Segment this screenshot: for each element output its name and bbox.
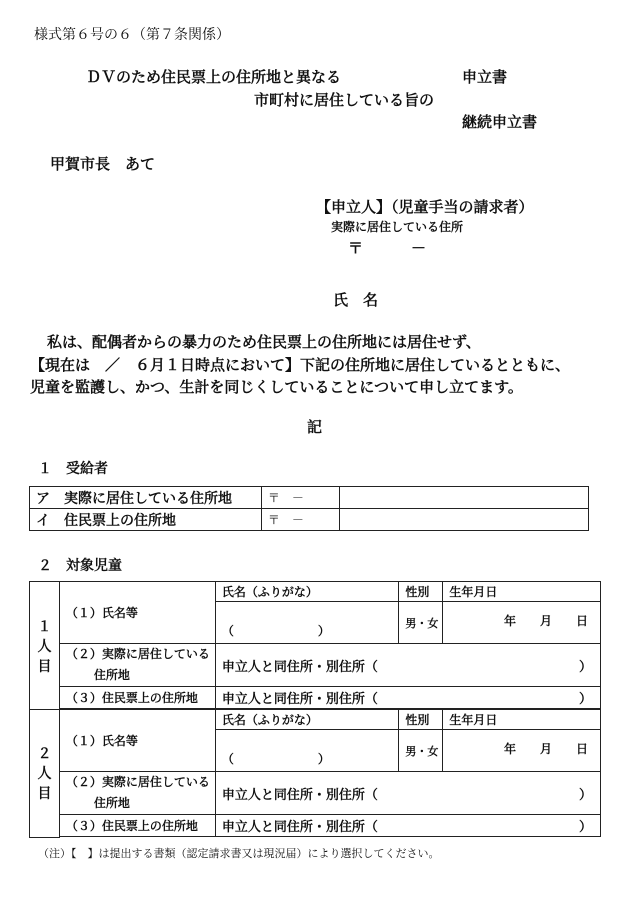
table-row [30,815,601,837]
child1-actual-address-value[interactable] [215,644,600,687]
recipient-address-label: ア 実際に居住している住所地 [30,487,262,509]
postal-dash: － [411,239,427,257]
table-row [30,509,589,531]
ordinal-char: ２ [37,746,52,763]
child1-actual-address-label [59,644,215,687]
close-paren: ） [578,820,592,835]
child1-registered-address-value[interactable] [215,687,600,709]
child1-dob-value[interactable]: 年 月 日 [443,602,601,644]
close-paren: ） [578,692,592,707]
child2-sex-value[interactable]: 男・女 [399,730,443,772]
address-choice: 申立人と同住所・別住所（ [221,659,378,675]
children-table [29,581,601,838]
title-line1: ＤＶのため住民票上の住所地と異なる [86,68,342,86]
recipient-registered-label: イ 住民票上の住所地 [30,509,262,531]
child2-registered-address-value[interactable] [215,815,600,837]
child1-name-input[interactable]: （ ） [215,602,399,644]
title-line2: 市町村に居住している旨の [254,91,435,109]
label-line: （２）実際に居住している [65,775,210,789]
label-line: 住所地 [93,668,130,682]
postal-mark: 〒 [348,239,364,257]
child1-name-row-label: （１）氏名等 [59,582,215,644]
address-choice: 申立人と同住所・別住所（ [221,787,378,803]
section1-heading: １ 受給者 [38,461,108,477]
label-line: 住所地 [93,796,130,810]
recipient-table [29,486,589,531]
applicant-address-label: 実際に居住している住所 [331,220,464,234]
table-row [30,710,601,730]
name-label: 氏 名 [333,291,379,309]
footnote: （注）【 】は提出する書類（認定請求書又は現況届）により選択してください。 [38,847,440,860]
child1-dob-header: 生年月日 [443,582,601,602]
label-line: （２）実際に居住している [65,647,210,661]
address-choice: 申立人と同住所・別住所（ [221,692,378,707]
child1-registered-address-label: （３）住民票上の住所地 [59,687,215,709]
addressee: 甲賀市長 あて [50,155,156,173]
child2-actual-address-label [59,772,215,815]
section2-heading: ２ 対象児童 [38,558,122,574]
title-option-2: 継続申立書 [462,113,538,131]
child2-name-row-label: （１）氏名等 [59,710,215,772]
declaration-line3: 児童を監護し、かつ、生計を同じくしていることについて申し立てます。 [30,378,523,396]
title-option-1: 申立書 [462,68,508,86]
child2-actual-address-value[interactable] [215,772,600,815]
child2-ordinal [30,710,60,838]
table-row [30,687,601,709]
child2-sex-header: 性別 [399,710,443,730]
child1-ordinal [30,582,60,710]
table-row [30,772,601,815]
ordinal-char: 人 [37,638,52,655]
recipient-registered-value[interactable] [339,509,588,531]
table-row [30,487,589,509]
declaration-line1: 私は、配偶者からの暴力のため住民票上の住所地には居住せず、 [47,333,481,351]
recipient-address-postal[interactable]: 〒 － [261,487,339,509]
recipient-address-value[interactable] [339,487,588,509]
child2-dob-header: 生年月日 [443,710,601,730]
table-row [30,644,601,687]
ordinal-char: 目 [37,786,52,803]
form-number: 様式第６号の６（第７条関係） [34,27,230,43]
child1-sex-header: 性別 [399,582,443,602]
table-row [30,582,601,602]
ordinal-char: 目 [37,658,52,675]
close-paren: ） [578,659,592,675]
ordinal-char: １ [37,618,52,635]
child2-name-header: 氏名（ふりがな） [215,710,399,730]
ki-label: 記 [307,418,323,436]
child2-registered-address-label: （３）住民票上の住所地 [59,815,215,837]
child1-sex-value[interactable]: 男・女 [399,602,443,644]
address-choice: 申立人と同住所・別住所（ [221,820,378,835]
child2-dob-value[interactable]: 年 月 日 [443,730,601,772]
recipient-registered-postal[interactable]: 〒 － [261,509,339,531]
declaration-line2: 【現在は ／ ６月１日時点において】下記の住所地に居住しているとともに、 [30,356,571,374]
ordinal-char: 人 [37,766,52,783]
child2-name-input[interactable]: （ ） [215,730,399,772]
applicant-heading: 【申立人】（児童手当の請求者） [316,198,534,216]
child1-name-header: 氏名（ふりがな） [215,582,399,602]
close-paren: ） [578,787,592,803]
